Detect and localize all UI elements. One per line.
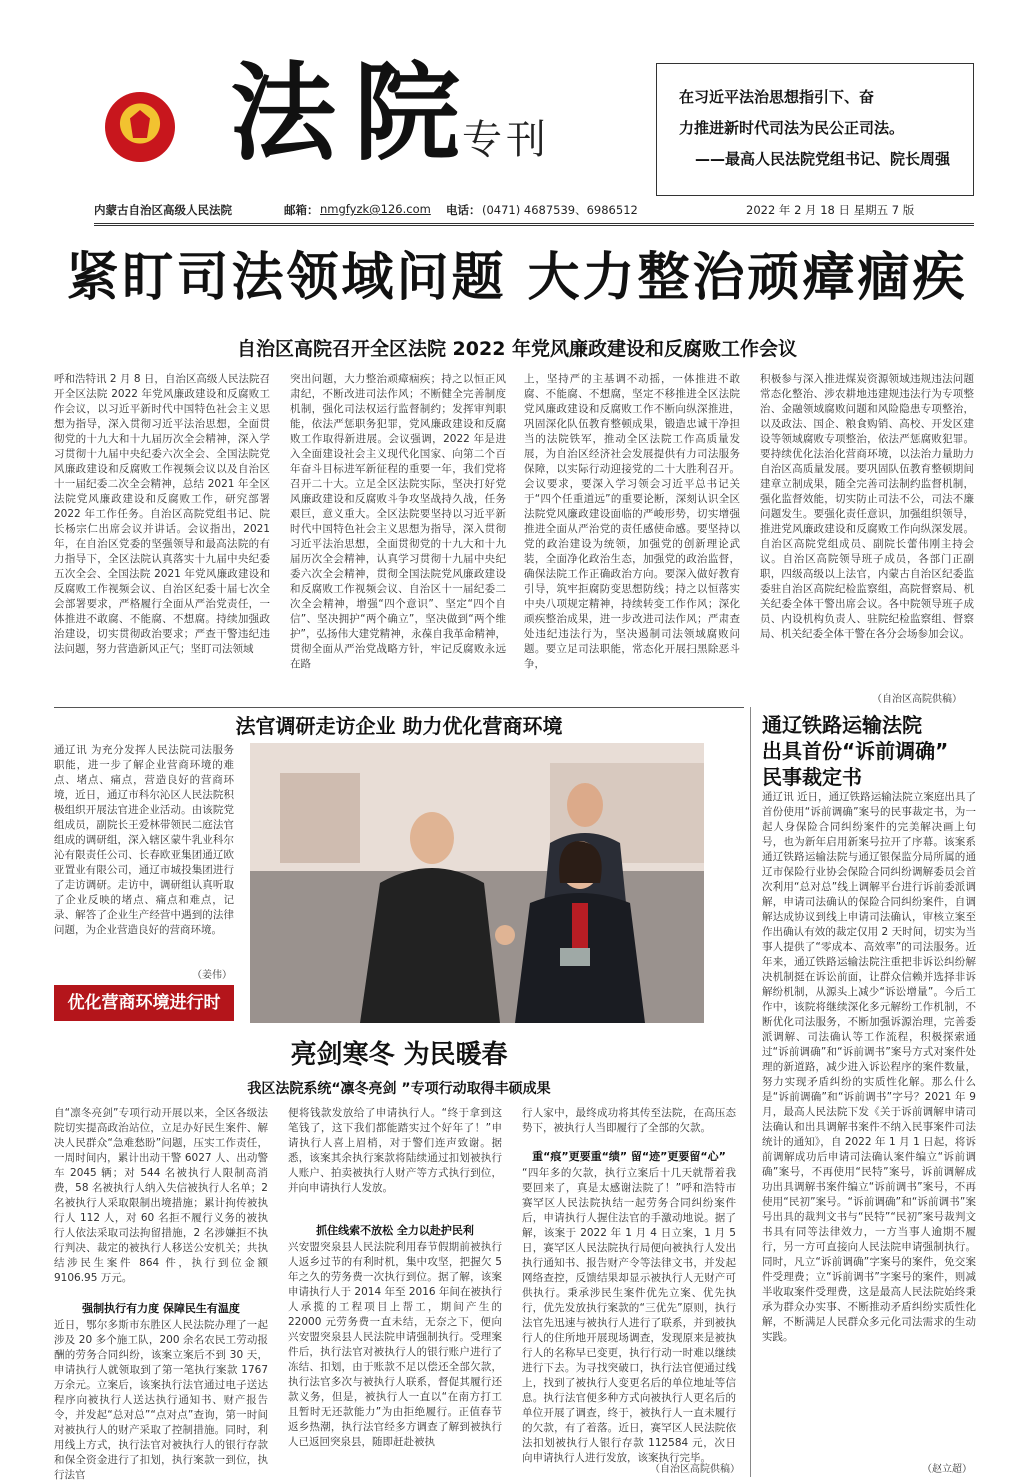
winter-column-2b: 兴安盟突泉县人民法院利用春节假期前被执行人返乡过节的有利时机，集中攻坚，把握欠 5 年之久的劳务费一次执行到位。据了解，该案申请执行人于 2014 年至 2016 年间在被执行人承揽的工程项目上帮工，期间产生的 22000 元劳务费一直未结，无奈之下，便向兴安盟突泉县人民法院申请强制执行。受理案件后，执行法官对被执行人的银行账户进行了冻结、扣划，由于账款不足以偿还全部欠款，执行法官多次与被执行人联系，督促其履行还款义务，但是，被执行人一直以“在南方打工且暂时无还款能力”为由拒绝履行。正值春节返乡热潮，执行法官经多方调查了解到被执行人已返回突泉县，随即赶赴被执 <box>288 1241 502 1448</box>
winter-column-3: 行人家中，最终成功将其传至法院，在高压态势下，被执行人当即履行了全部的欠款。 <box>522 1107 736 1134</box>
divider <box>54 707 744 708</box>
handshake-photo <box>250 743 704 1023</box>
railway-title-line-1: 通辽铁路运输法院 <box>762 713 922 737</box>
winter-col2-subheading: 抓住线索不放松 全力以赴护民利 <box>316 1224 474 1237</box>
phone-number: (0471) 4687539、6986512 <box>482 203 638 217</box>
railway-title <box>762 712 976 790</box>
quote-source: ——最高人民法院党组书记、院长周强 <box>695 150 951 168</box>
railway-title-line-3: 民事裁定书 <box>762 765 862 789</box>
lead-credit: （自治区高院供稿） <box>872 694 962 705</box>
quote-box <box>656 63 974 196</box>
winter-column-1: 自“凛冬亮剑”专项行动开展以来，全区各级法院切实提高政治站位，立足办好民生案件、解决人民群众“急难愁盼”问题，压实工作责任，一周时间内，累计出动干警 6027 人、出动警车 2045 辆；对 544 名被执行人限制高消费，58 名被执行人纳入失信被执行人名单；2 名被执行人采取限制出境措施；累计拘传被执行人 112 人，对 60 名拒不履行义务的被执行人依法采取司法拘留措施，2 名涉嫌拒不执行判决、裁定的被执行人移送公安机关；共执结涉民生案件 864 件，执行到位金额 9106.95 万元。 <box>54 1107 268 1284</box>
lead-headline: 紧盯司法领域问题 大力整治顽瘴痼疾 <box>66 247 968 308</box>
quote-line-2: 力推进新时代司法为民公正司法。 <box>679 119 905 137</box>
railway-body: 通辽讯 近日，通辽铁路运输法院立案庭出具了首份使用“诉前调确”案号的民事裁定书，为一起人身保险合同纠纷案件的完美解决画上句号，也为新年启用新案号拉开了序幕。该案系通辽铁路运输法院与通辽银保监分局所属的通辽市保险行业协会保险合同纠纷调解委员会首次利用“总对总”线上调解平台进行诉前委派调解，申请司法确认的保险合同纠纷案件，自调解达成协议到线上申请司法确认，审核立案至作出确认有效的裁定仅用 2 天时间，切实为当事人提供了“零成本、高效率”的司法服务。近年来，通辽铁路运输法院注重把非诉讼纠纷解决机制挺在诉讼前面，让群众信赖并选择非诉解纷机制，从源头上减少“诉讼增量”。今后工作中，该院将继续深化多元解纷工作机制，不断优化司法服务，不断加强诉源治理，完善委派调解、司法确认等工作流程，积极探索通过“诉前调确”和“诉前调书”案号方式对案件处理的新道路，减少进入诉讼程序的案件数量，努力实现矛盾纠纷的实质性化解。那么什么是“诉前调确”和“诉前调书”字号？2021 年 9 月，最高人民法院下发《关于诉前调解申请司法确认和出具调解书案件不纳入民事案件司法统计的通知》，自 2022 年 1 月 1 日起，将诉前调解成功后申请司法确认案件编立“诉前调确”案号，不再使用“民特”案号，诉前调解成功出具调解书案件编立“诉前调书”案号，不再使用“民初”案号。“诉前调确”和“诉前调书”案号出具的裁判文书与“民特”“民初”案号裁判文书具有同等法律效力，一方当事人逾期不履行，另一方可直接向人民法院申请强制执行。同时，凡立“诉前调确”字案号的案件，免交案件受理费；立“诉前调书”字案号的案件，则减半收取案件受理费，这是最高人民法院始终秉承为群众办实事、不断推动矛盾纠纷实质性化解，不断满足人民群众多元化司法需求的生动实践。 <box>762 791 976 1343</box>
railway-credit: （赵立超） <box>922 1464 972 1475</box>
winter-col3-subheading: 重“痕”更要重“绩” 留“迹”更要留“心” <box>532 1150 726 1163</box>
lead-subhead: 自治区高院召开全区法院 2022 年党风廉政建设和反腐败工作会议 <box>236 338 798 360</box>
winter-title: 亮剑寒冬 为民暖春 <box>290 1040 508 1070</box>
org-name: 内蒙古自治区高级人民法院 <box>94 203 232 217</box>
court-emblem-icon <box>105 92 175 162</box>
lead-column-4: 积极参与深入推进煤炭资源领域违规违法问题常态化整治、涉农耕地违建规违法行为专项整治、金融领域腐败问题和风险隐患专项整治，以及政法、国企、粮食购销、高校、开发区建设等领域腐败专项整治，依法严惩腐败犯罪。要持续优化法治化营商环境，以法治力量助力自治区高质量发展。要巩固队伍教育整顿期间建章立制成果，随全完善司法制约监督机制，强化监督效能，切实防止司法不公，司法不廉问题发生。要强化责任意识，加强组织领导，推进党风廉政建设和反腐败工作向纵深发展。自治区高院党组成员、副院长蕾伟刚主持会议。自治区高院领导班子成员，各部门正副职，四级高级以上法官，内蒙古自治区纪委监委驻自治区高院纪检监察组，高院督察局、机关纪委全体干警出席会议。各中院领导班子成员、内设机构负责人、驻院纪检监察组、督察局、机关纪委全体干警在各分会场参加会议。 <box>760 373 974 640</box>
winter-subhead: 我区法院系统“凛冬亮剑 ”专项行动取得丰硕成果 <box>247 1081 551 1097</box>
winter-column-3b: “四年多的欠款，执行立案后十几天就帮着我要回来了，真是太感谢法院了！”呼和浩特市赛罕区人民法院执结一起劳务合同纠纷案件后，申请执行人握住法官的手激动地说。据了解，该案于 2022 年 1 月 4 日立案，1 月 5 日，赛罕区人民法院执行局便向被执行人发出执行通知书、报告财产令等法律文书，并发起网络查控，反馈结果却显示被执行人无财产可供执行。秉承涉民生案件优先立案、优先执行，优先发放执行案款的“三优先”原则，执行法官先迅速与被执行人进行了联系，并到被执行人的住所地开展现场调查，发现原来是被执行人的名称早已变更，执行行动一时难以继续进行下去。为寻找突破口，执行法官便通过线上，找到了被执行人变更名后的单位地址等信息。执行法官便多种方式向被执行人更名后的单位开展了调查，终于，被执行人一直未履行的欠款，有了着落。近日，赛罕区人民法院依法扣划被执行人银行存款 112584 元，次日向申请执行人进行发放，该案执行完毕。 <box>522 1167 736 1464</box>
lead-column-3: 上，坚持严的主基调不动摇，一体推进不敢腐、不能腐、不想腐，坚定不移推进全区法院党风廉政建设和反腐败工作不断向纵深推进，巩固深化队伍教育整顿成果，锻造忠诚干净担当的法院铁军，推动全区法院工作高质量发展，为自治区经济社会发展提供有力司法服务保障，以实际行动迎接党的二十大胜利召开。会议要求，要深入学习领会习近平总书记关于“四个任重道远”的重要论断，深刻认识全区法院党风廉政建设面临的严峻形势，切实增强推进全面从严治党的责任感使命感。要坚持以党的政治建设为统领，加强党的创新理论武装，全面净化政治生态，加强党的政治监督，确保法院工作正确政治方向。要深入做好教育引导，筑牢拒腐防变思想防线；持之以恒落实中央八项规定精神，持续转变工作作风；深化顽疾整治成果，进一步改进司法作风；严肃查处违纪违法行为，坚决遏制司法领域腐败问题。要立足司法职能，常态化开展扫黑除恶斗争， <box>524 373 740 670</box>
column-divider <box>750 707 751 1477</box>
visit-title: 法官调研走访企业 助力优化营商环境 <box>235 714 563 738</box>
visit-credit: （姜伟） <box>192 970 232 981</box>
winter-column-2: 便将钱款发放给了申请执行人。“终于拿到这笔钱了，这下我们都能踏实过个好年了！”申请执行人喜上眉梢，对于警们连声致谢。据悉，该案其余执行案款将陆续通过扣划被执行人账户、拍卖被执行人财产等方式执行到位，并向申请执行人发放。 <box>288 1107 502 1194</box>
masthead-title: 法院 <box>230 50 478 175</box>
visit-body: 通辽讯 为充分发挥人民法院司法服务职能，进一步了解企业营商环境的难点、堵点、痛点，营造良好的营商环境，近日，通辽市科尔沁区人民法院积极组织开展法官进企业活动。由该院党组成员，副院长王爱林带领民二庭法官组成的调研组，深入辖区蒙牛乳业科尔沁有限责任公司、长春欧亚集团通辽欧亚置业有限公司，通辽市城投集团进行了走访调研。走访中，调研组认真听取了企业反映的堵点、痛点和难点，记录、解答了企业生产经营中遇到的法律问题，为企业营造良好的营商环境。 <box>54 744 234 936</box>
quote-line-1: 在习近平法治思想指引下、奋 <box>679 88 875 106</box>
issue-date: 2022 年 2 月 18 日 星期五 7 版 <box>746 203 915 217</box>
winter-col1-subheading: 强制执行有力度 保障民生有温度 <box>82 1302 240 1315</box>
winter-credit: （自治区高院供稿） <box>650 1464 740 1475</box>
handshake-photo-icon <box>250 743 704 1023</box>
railway-title-line-2: 出具首份“诉前调确” <box>762 739 949 763</box>
business-banner: 优化营商环境进行时 <box>54 985 234 1021</box>
masthead-subtitle: 专刊 <box>462 117 550 163</box>
info-bar <box>94 196 974 226</box>
email-link[interactable]: nmgfyzk@126.com <box>320 202 431 216</box>
email-label: 邮箱： <box>284 203 319 217</box>
lead-column-1: 呼和浩特讯 2 月 8 日，自治区高级人民法院召开全区法院 2022 年党风廉政建设和反腐败工作会议，以习近平新时代中国特色社会主义思想为指导，深入贯彻习近平法治思想，全面贯彻党的十九大和十九届历次全会精神，深入学习贯彻十九届中央纪委六次全会、全国法院党风廉政建设和反腐败工作视频会议以及自治区十一届纪委二次全会精神，总结 2021 年全区法院党风廉政建设和反腐败工作，研究部署 2022 年工作任务。自治区高院党组书记、院长杨宗仁出席会议并讲话。会议指出，2021 年，在自治区党委的坚强领导和最高法院的有力指导下，全区法院认真落实十九届中央纪委五次全会、全国法院 2021 年党风廉政建设和反腐败工作视频会议、自治区纪委十届七次全会部署要求，严格履行全面从严治党责任，一体推进不敢腐、不能腐、不想腐。持续加强政治建设，切实贯彻政治要求；严查干警违纪违法问题，努力营造新风正气；坚盯司法领域 <box>54 373 270 655</box>
phone-label: 电话： <box>446 203 481 217</box>
winter-column-1b: 近日，鄂尔多斯市东胜区人民法院办理了一起涉及 20 多个施工队，200 余名农民工劳动报酬的劳务合同纠纷，该案立案后不到 30 天，申请执行人就领取到了第一笔执行案款 1767 万余元。立案后，该案执行法官通过电子送达程序向被执行人送达执行通知书、财产报告令，并发起“总对总”“点对点”查询，第一时间对被执行人的财产采取了控制措施。同时，利用线上方式，执行法官对被执行人的银行存款和保全资金进行了扣划，执行案款一到位，执行法官 <box>54 1319 268 1481</box>
lead-column-2: 突出问题，大力整治顽瘴痼疾；持之以恒正风肃纪，不断改进司法作风；不断健全完善制度机制，强化司法权运行监督制约；发挥审判职能，依法严惩职务犯罪，党风廉政建设和反腐败工作取得新进展。会议强调，2022 年是进入全面建设社会主义现代化国家、向第二个百年奋斗目标进军新征程的重要一年，我们党将召开二十大。立足全区法院实际，坚决打好党风廉政建设和反腐败斗争攻坚战持久战，任务艰巨，意义重大。全区法院要坚持以习近平新时代中国特色社会主义思想为指导，深入贯彻习近平法治思想，全面贯彻党的十九大和十九届历次全会精神，认真学习贯彻十九届中央纪委六次全会精神，贯彻全国法院党风廉政建设和反腐败工作视频会议、自治区十一届纪委二次全会精神，增强“四个意识”、坚定“四个自信”、坚决拥护“两个确立”，坚决做到“两个维护”，弘扬伟大建党精神，永葆自我革命精神，贯彻全面从严治党战略方针，牢记反腐败永远在路 <box>290 373 506 670</box>
